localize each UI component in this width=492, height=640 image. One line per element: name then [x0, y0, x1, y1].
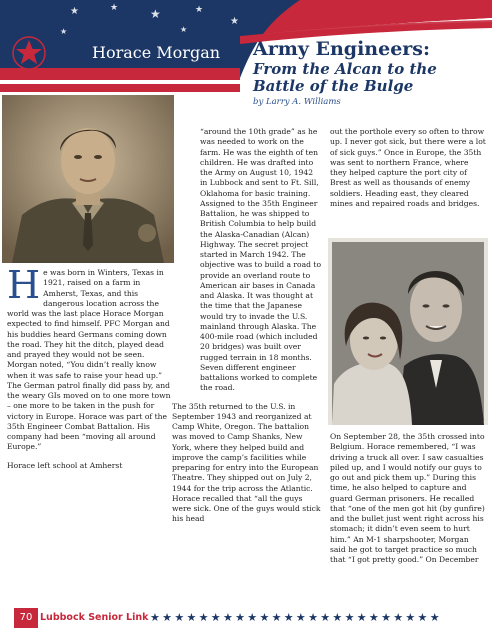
page-footer: [0, 604, 492, 640]
article-subtitle: From the Alcan to the Battle of the Bulge: [253, 60, 437, 95]
article-byline: by Larry A. Williams: [253, 97, 341, 107]
drop-cap: H: [7, 263, 41, 307]
body-column-1: [7, 263, 171, 479]
soldier-portrait-photo: [2, 95, 174, 263]
paragraph-text: e was born in Winters, Texas in 1921, raised on a farm in Amherst, Texas, and this dangerous location across the world was the last place Horace Morgan expected to find himself. PFC Morgan and his buddies heard Germans coming down the road. They hit the ditch, played dead and prayed they would not be seen. Morgan noted, “You didn’t really know when it was safe to raise your head up.” The German patrol finally did pass by, and the weary GIs moved on to one more town – one more to be taken in the push for victory in Europe. Horace was part of the 35th Engineer Combat Battalion. His company had been “moving all around Europe.”: [7, 268, 171, 452]
svg-text:★: ★: [150, 7, 161, 21]
article-title: Army Engineers:: [253, 38, 431, 60]
paragraph: out the porthole every so often to throw up. I never got sick, but there were a lot of sick guys.” Once in Europe, the 35th was sent to northern France, where they helped capture the port city of Brest as well as thousands of enemy soldiers. Heading east, they cleared mines and repaired roads and bridges.: [330, 127, 486, 208]
body-column-2: [172, 127, 322, 533]
svg-text:★: ★: [70, 6, 79, 17]
body-column-3: [330, 127, 486, 217]
svg-text:★: ★: [110, 3, 119, 13]
page-number: 70: [14, 608, 38, 628]
paragraph: “around the 10th grade” as he was needed to work on the farm. He was the eighth of ten children. He was drafted into the Army on August 10, 1942 in Lubbock and sent to Ft. Sill, Oklahoma for basic training. Assigned to the 35th Engineer Battalion, he was shipped to British Columbia to help build the Alaska-Canadian (Alcan) Highway. The secret project started in March 1942. The objective was to build a road to provide an overland route to American air bases in Canada and Alaska. It was thought at the time that the Japanese would try to invade the U.S. mainland through Alaska. The 400-mile road (which included 20 bridges) was built over rugged terrain in 18 months. Seven different engineer battalions worked to complete the road.: [200, 127, 322, 393]
couple-photo: [328, 238, 488, 425]
footer-stars-icon: ★★★★★★★★★★★★★★★★★★★★★★★★: [150, 611, 442, 624]
body-column-3-continued: [330, 432, 486, 573]
article-header: [253, 38, 488, 107]
svg-text:★: ★: [195, 5, 204, 15]
subject-name: Horace Morgan: [92, 43, 221, 62]
magazine-name: Lubbock Senior Link: [40, 612, 149, 623]
svg-text:★: ★: [230, 16, 239, 27]
paragraph: Horace left school at Amherst: [7, 460, 123, 470]
paragraph: The 35th returned to the U.S. in September 1943 and reorganized at Camp White, Oregon. The battalion was moved to Camp Shanks, New York, where they helped build and improve the camp’s facilities while preparing for entry into the European Theatre. They shipped out on July 2, 1944 for the trip across the Atlantic. Horace recalled that “all the guys were sick. One of the guys would stick his head: [172, 401, 321, 524]
paragraph: [7, 263, 171, 453]
svg-text:★: ★: [180, 25, 188, 34]
svg-text:★: ★: [60, 27, 68, 36]
paragraph: On September 28, the 35th crossed into Belgium. Horace remembered, “I was driving a truck all over. I saw casualties piled up, and I would notify our guys to go out and pick them up.” During this time, he also helped to capture and guard German prisoners. He recalled that “one of the men got hit (by gunfire) and the bullet just went right across his stomach; it didn’t even seem to hurt him.” An M-1 sharpshooter, Morgan said he got to target practice so much that “I got pretty good.” On December: [330, 432, 485, 564]
